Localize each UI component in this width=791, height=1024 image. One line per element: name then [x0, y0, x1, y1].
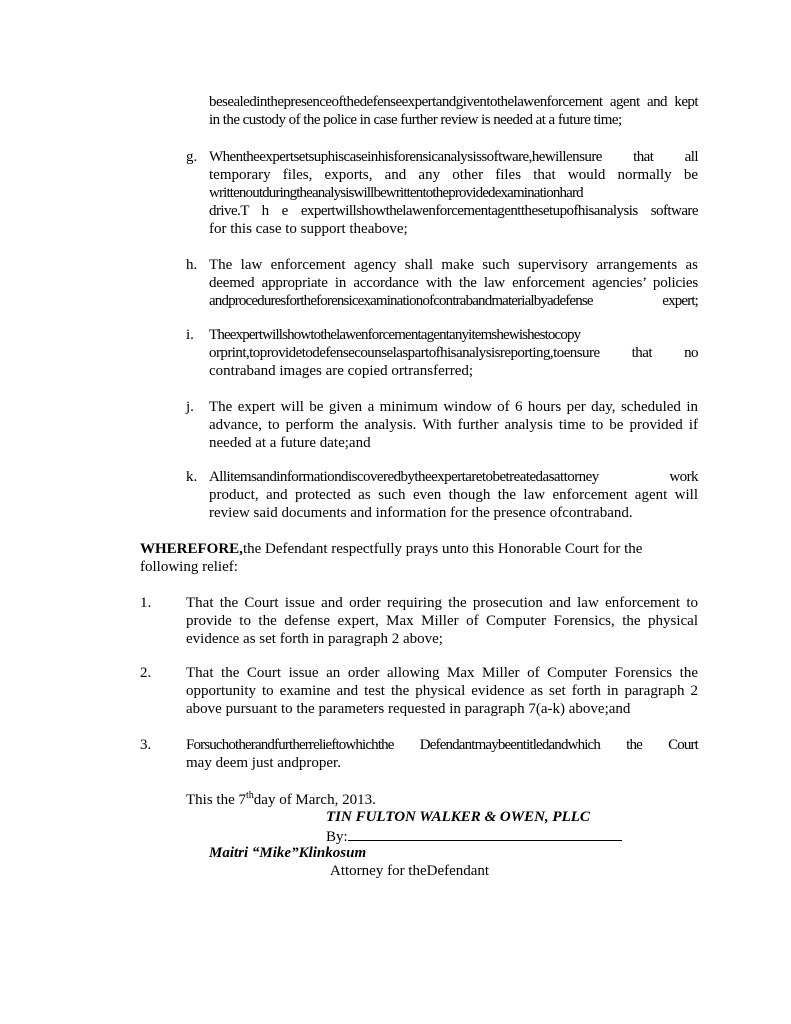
by-line [326, 826, 622, 846]
date-suffix: day of March, 2013. [253, 792, 376, 808]
relief-3-text [186, 736, 698, 772]
date-prefix: This the 7 [186, 792, 246, 808]
item-g-text [209, 148, 698, 238]
item-i-line-2: orprint,toprovidetodefensecounselaspartofhisanalysisreporting,toensure that no [209, 345, 698, 361]
continued-line-1: besealedinthepresenceofthedefenseexpertandgiventothelawenforcement agent and kept [209, 94, 698, 110]
relief-1-marker: 1. [140, 595, 152, 611]
item-k-line-1: Allitemsandinformationdiscoveredbytheexpertaretobetreatedasattorney work [209, 469, 698, 485]
item-g-line-4: drive.T h e expertwillshowthelawenforcementagentthesetupofhisanalysis software [209, 203, 698, 219]
relief-3-marker: 3. [140, 737, 152, 753]
item-k-line-3: review said documents and information for the presence ofcontraband. [209, 505, 633, 521]
firm-name [326, 808, 590, 826]
item-j-line-3: needed at a future date;and [209, 435, 371, 451]
item-j-line-1: The expert will be given a minimum window of 6 hours per day, scheduled in [209, 399, 698, 415]
item-h-line-2: deemed appropriate in accordance with the law enforcement agencies’ policies [209, 275, 698, 291]
signature-line [348, 826, 622, 841]
item-g-line-5: for this case to support theabove; [209, 221, 408, 237]
date-superscript: th [246, 790, 254, 801]
relief-1-text: That the Court issue and order requiring the prosecution and law enforcement to provide to the defense expert, Max Miller of Computer Forensics, the physical evidence as set forth in paragraph 2 above; [186, 595, 698, 647]
item-j-marker: j. [186, 399, 194, 415]
item-i-line-1: Theexpertwillshowtothelawenforcementagentanyitemshewishestocopy [209, 327, 581, 343]
relief-3-line-1: Forsuchotherandfurtherrelieftowhichthe Defendantmaybeentitledandwhich the Court [186, 737, 698, 753]
item-h-line-3: andproceduresfortheforensicexaminationofcontrabandmaterialbyadefense expert; [209, 293, 698, 309]
attorney-name-text: Maitri “Mike”Klinkosum [209, 845, 367, 861]
wherefore-line-1 [140, 540, 700, 558]
item-i-text [209, 326, 698, 380]
relief-2-marker: 2. [140, 665, 152, 681]
item-g-marker: g. [186, 149, 198, 165]
firm-name-text: TIN FULTON WALKER & OWEN, PLLC [326, 809, 590, 825]
item-g-line-2: temporary files, exports, and any other files that would normally be [209, 167, 698, 183]
item-h-text [209, 256, 698, 310]
item-j-text [209, 398, 698, 452]
wherefore-paragraph [140, 540, 700, 576]
relief-2-text: That the Court issue an order allowing Max Miller of Computer Forensics the opportunity to examine and test the physical evidence as set forth in paragraph 2 above pursuant to the parameters requested in paragraph 7(a-k) above;and [186, 665, 698, 717]
item-g-line-1: Whentheexpertsetsuphiscaseinhisforensicanalysissoftware,hewillensure that all [209, 149, 698, 165]
item-g-line-3: writtenoutduringtheanalysiswillbewrittentotheprovidedexaminationhard [209, 185, 583, 201]
item-h-marker: h. [186, 257, 198, 273]
wherefore-line-2: following relief: [140, 559, 238, 575]
item-k-marker: k. [186, 469, 198, 485]
by-label: By: [326, 829, 348, 845]
date-line [186, 791, 376, 809]
item-i-marker: i. [186, 327, 194, 343]
continued-line-2: in the custody of the police in case further review is needed at a future time; [209, 112, 622, 128]
wherefore-text: the Defendant respectfully prays unto this Honorable Court for the [242, 541, 643, 557]
item-k-line-2: product, and protected as such even though the law enforcement agent will [209, 487, 698, 503]
relief-3-line-2: may deem just andproper. [186, 755, 341, 771]
item-i-line-3: contraband images are copied ortransferred; [209, 363, 474, 379]
item-k-text [209, 468, 698, 522]
attorney-name [209, 844, 366, 862]
wherefore-label: WHEREFORE, [140, 541, 243, 557]
continued-paragraph [209, 93, 698, 129]
item-j-line-2: advance, to perform the analysis. With further analysis time to be provided if [209, 417, 698, 433]
item-h-line-1: The law enforcement agency shall make such supervisory arrangements as [209, 257, 698, 273]
attorney-role: Attorney for theDefendant [330, 863, 490, 879]
